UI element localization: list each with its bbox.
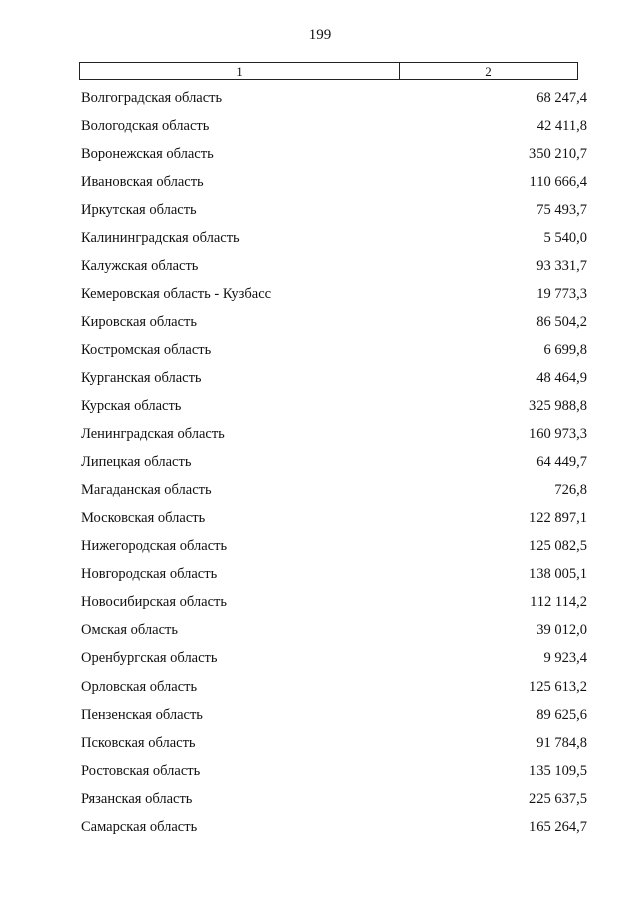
region-name: Псковская область — [81, 734, 196, 751]
table-row — [81, 729, 587, 757]
region-name: Новосибирская область — [81, 594, 227, 611]
table-row — [81, 112, 587, 140]
region-name: Оренбургская область — [81, 650, 218, 667]
region-value: 6 699,8 — [543, 341, 587, 358]
table-row — [81, 645, 587, 673]
region-name: Ивановская область — [81, 173, 204, 190]
region-name: Кировская область — [81, 313, 198, 330]
table-row — [81, 449, 587, 477]
table-row — [81, 252, 587, 280]
region-name: Орловская область — [81, 678, 198, 695]
region-value: 726,8 — [554, 482, 587, 499]
table-row — [81, 336, 587, 364]
region-value: 39 012,0 — [536, 622, 587, 639]
region-value: 86 504,2 — [536, 313, 587, 330]
page-number: 199 — [308, 27, 332, 43]
region-value: 68 247,4 — [536, 89, 587, 106]
region-value: 64 449,7 — [536, 454, 587, 471]
region-value: 112 114,2 — [530, 594, 587, 611]
region-value: 122 897,1 — [529, 510, 587, 527]
region-name: Воронежская область — [81, 145, 214, 162]
region-value: 125 613,2 — [529, 678, 587, 695]
region-name: Липецкая область — [81, 454, 192, 471]
region-name: Нижегородская область — [81, 538, 228, 555]
region-name: Курская область — [81, 398, 182, 415]
region-name: Калининградская область — [81, 229, 240, 246]
table-row — [81, 505, 587, 533]
table-row — [81, 421, 587, 449]
table-row — [81, 757, 587, 785]
table-row — [81, 477, 587, 505]
region-value: 225 637,5 — [529, 790, 587, 807]
region-value: 110 666,4 — [529, 173, 587, 190]
region-name: Омская область — [81, 622, 178, 639]
region-name: Костромская область — [81, 341, 212, 358]
table-row — [81, 140, 587, 168]
table-row — [81, 224, 587, 252]
region-name: Курганская область — [81, 369, 202, 386]
table-row — [81, 280, 587, 308]
region-name: Вологодская область — [81, 117, 210, 134]
table-row — [81, 785, 587, 813]
region-value: 42 411,8 — [536, 117, 587, 134]
table-row — [81, 589, 587, 617]
table-row — [81, 813, 587, 841]
region-name: Кемеровская область - Кузбасс — [81, 285, 272, 302]
region-name: Ленинградская область — [81, 426, 225, 443]
region-value: 93 331,7 — [536, 257, 587, 274]
region-value: 165 264,7 — [529, 818, 587, 835]
region-name: Ростовская область — [81, 762, 201, 779]
region-name: Рязанская область — [81, 790, 193, 807]
region-value: 75 493,7 — [536, 201, 587, 218]
table-row — [81, 617, 587, 645]
table-row — [81, 168, 587, 196]
table-row — [81, 701, 587, 729]
region-value: 5 540,0 — [543, 229, 587, 246]
table-row — [81, 364, 587, 392]
table-row — [81, 393, 587, 421]
region-name: Новгородская область — [81, 566, 218, 583]
table-row — [81, 533, 587, 561]
column-header-2: 2 — [485, 63, 492, 79]
region-name: Магаданская область — [81, 482, 212, 499]
region-value: 9 923,4 — [543, 650, 587, 667]
region-name: Пензенская область — [81, 706, 203, 723]
table-row — [81, 196, 587, 224]
region-name: Волгоградская область — [81, 89, 223, 106]
table-row — [81, 308, 587, 336]
region-value: 135 109,5 — [529, 762, 587, 779]
region-value: 48 464,9 — [536, 369, 587, 386]
table-row — [81, 84, 587, 112]
column-header-row — [79, 62, 578, 80]
region-value: 325 988,8 — [529, 398, 587, 415]
region-value: 160 973,3 — [529, 426, 587, 443]
table-row — [81, 561, 587, 589]
region-value: 89 625,6 — [536, 706, 587, 723]
region-value: 138 005,1 — [529, 566, 587, 583]
region-name: Московская область — [81, 510, 206, 527]
region-name: Самарская область — [81, 818, 198, 835]
region-value: 91 784,8 — [536, 734, 587, 751]
region-value: 125 082,5 — [529, 538, 587, 555]
region-name: Иркутская область — [81, 201, 197, 218]
table-row — [81, 673, 587, 701]
region-table — [81, 84, 587, 841]
region-value: 19 773,3 — [536, 285, 587, 302]
region-value: 350 210,7 — [529, 145, 587, 162]
column-header-1: 1 — [80, 63, 400, 79]
region-name: Калужская область — [81, 257, 199, 274]
